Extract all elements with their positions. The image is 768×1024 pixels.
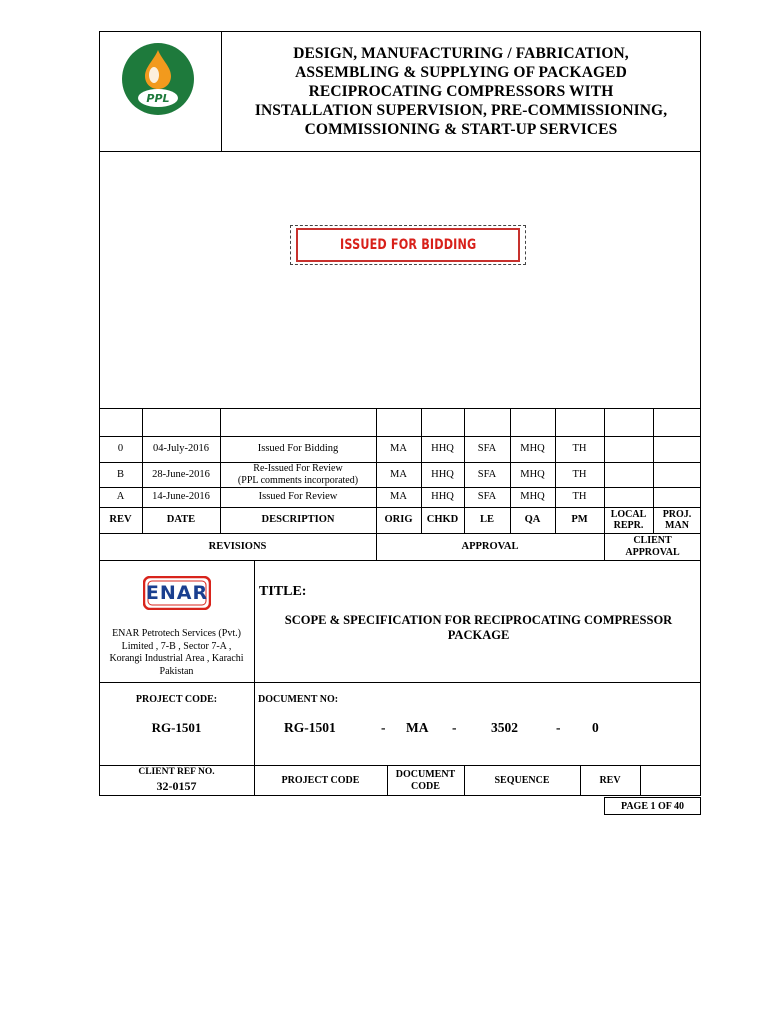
qa-cell: MHQ (520, 491, 545, 502)
title-label: TITLE: (259, 584, 307, 599)
orig-cell: MA (390, 443, 407, 454)
client-approval-label (604, 533, 701, 560)
ppl-logo (121, 42, 195, 116)
pm-cell: TH (572, 468, 587, 480)
doc-dash: - (381, 720, 386, 735)
description-cell: Issued For Review (258, 491, 338, 502)
rev-cell: A (116, 491, 125, 502)
header-line: MAN (665, 520, 689, 531)
date-cell: 14-June-2016 (152, 491, 210, 502)
le-cell: SFA (477, 443, 497, 454)
divider (99, 560, 701, 561)
rev-cell: 0 (117, 443, 124, 454)
date-cell: 04-July-2016 (153, 443, 209, 454)
rev-column: REV (599, 774, 621, 786)
project-code-value: RG-1501 (151, 720, 202, 735)
chkd-header: CHKD (426, 514, 459, 525)
issued-stamp (296, 228, 520, 262)
client-ref-value: 32-0157 (156, 779, 197, 793)
label-line: CLIENT (633, 535, 672, 546)
document-no-label: DOCUMENT NO: (258, 694, 339, 705)
header-title-line: DESIGN, MANUFACTURING / FABRICATION, (293, 44, 629, 62)
sequence-column: SEQUENCE (494, 774, 550, 786)
header-title-line: ASSEMBLING & SUPPLYING OF PACKAGED (295, 63, 627, 81)
ppl-logo-text: PPL (146, 92, 170, 105)
le-cell: SFA (477, 468, 497, 480)
company-address (99, 628, 254, 678)
document-title-line: PACKAGE (447, 628, 510, 642)
chkd-cell: HHQ (431, 443, 454, 454)
pm-cell: TH (572, 491, 587, 502)
divider (640, 765, 641, 796)
pm-cell: TH (572, 443, 587, 454)
header-title-line: RECIPROCATING COMPRESSORS WITH (308, 82, 614, 100)
rev-header: REV (109, 514, 132, 525)
doc-project-code: RG-1501 (284, 720, 336, 735)
document-title (256, 613, 701, 643)
proj-man-header (653, 507, 701, 533)
description-line: (PPL comments incorporated) (237, 474, 359, 486)
qa-cell: MHQ (520, 443, 545, 454)
project-code-column: PROJECT CODE (281, 774, 360, 786)
qa-cell: MHQ (520, 468, 545, 480)
column-line: DOCUMENT (395, 769, 456, 780)
description-cell (220, 462, 376, 487)
address-line: Pakistan (159, 665, 194, 677)
enar-logo (143, 576, 211, 610)
doc-dash: - (556, 720, 561, 735)
page-number: PAGE 1 OF 40 (604, 797, 701, 815)
address-line: Limited , 7-B , Sector 7-A , (121, 640, 232, 652)
divider (254, 560, 255, 796)
orig-cell: MA (390, 468, 407, 480)
document-code-column (387, 765, 464, 796)
rev-cell: B (116, 468, 124, 480)
description-header: DESCRIPTION (261, 514, 335, 525)
le-header: LE (479, 514, 494, 525)
document-header-title (222, 36, 700, 146)
description-cell: Issued For Bidding (257, 443, 339, 454)
address-line: Korangi Industrial Area , Karachi (109, 653, 244, 664)
le-cell: SFA (477, 491, 497, 502)
description-line: Re-Issued For Review (253, 463, 343, 474)
header-title-line: INSTALLATION SUPERVISION, PRE-COMMISSIONING, (254, 101, 668, 119)
date-cell: 28-June-2016 (152, 468, 210, 480)
header-line: REPR. (613, 520, 644, 531)
enar-logo-text: ENAR (145, 582, 209, 604)
divider (99, 151, 701, 152)
doc-dash: - (452, 720, 457, 735)
local-repr-header (604, 507, 653, 533)
chkd-cell: HHQ (431, 491, 454, 502)
approval-label: APPROVAL (461, 540, 519, 552)
address-line: ENAR Petrotech Services (Pvt.) (112, 628, 241, 639)
orig-cell: MA (390, 491, 407, 502)
chkd-cell: HHQ (431, 468, 454, 480)
header-line: PROJ. (662, 508, 692, 520)
orig-header: ORIG (384, 514, 413, 525)
divider (99, 682, 701, 683)
doc-code: MA (406, 720, 429, 735)
header-line: LOCAL (610, 508, 647, 520)
label-line: APPROVAL (625, 546, 680, 558)
stamp-text: ISSUED FOR BIDDING (339, 237, 477, 253)
column-line: CODE (411, 780, 440, 792)
revisions-label: REVISIONS (208, 540, 267, 552)
client-ref-label: CLIENT REF NO. (138, 767, 215, 777)
document-title-line: SCOPE & SPECIFICATION FOR RECIPROCATING COMPRESSOR (284, 613, 673, 627)
date-header: DATE (166, 514, 196, 525)
project-code-label: PROJECT CODE: (135, 694, 218, 705)
header-title-line: COMMISSIONING & START-UP SERVICES (304, 120, 618, 138)
divider (99, 408, 701, 409)
doc-sequence: 3502 (491, 720, 518, 735)
qa-header: QA (524, 514, 541, 525)
pm-header: PM (571, 514, 588, 525)
doc-rev: 0 (592, 720, 599, 735)
